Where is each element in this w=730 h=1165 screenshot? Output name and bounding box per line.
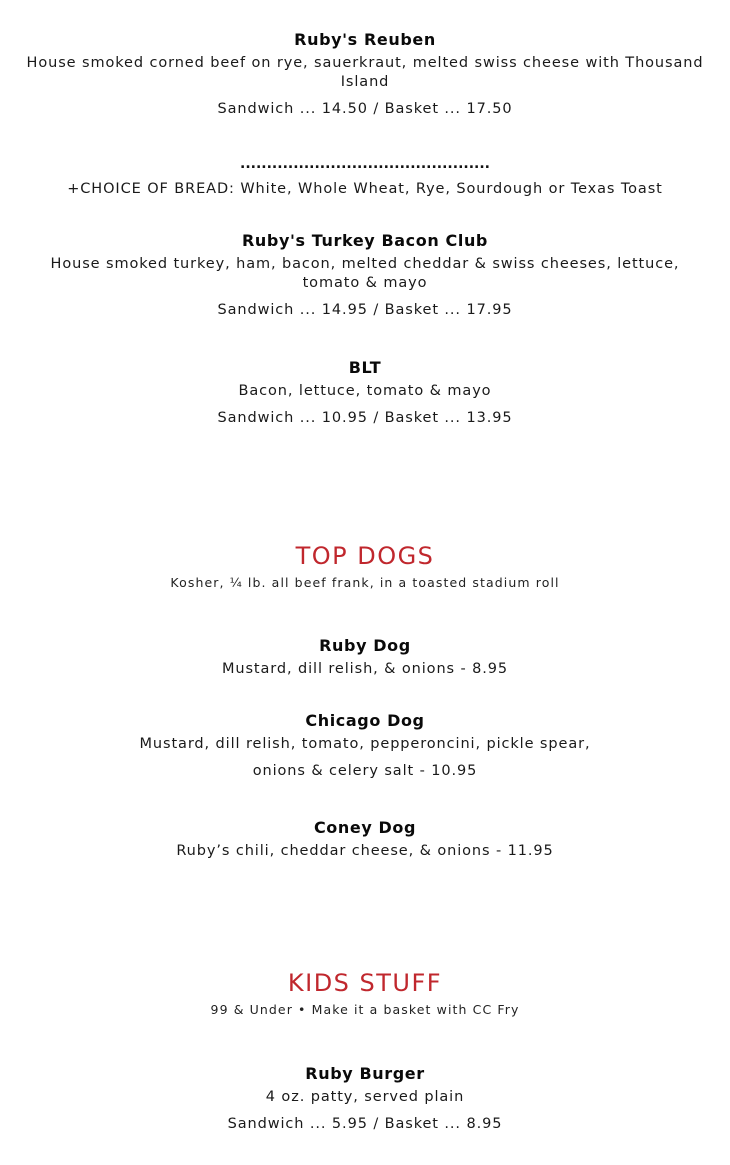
section-heading-top-dogs: TOP DOGS — [295, 542, 435, 570]
dotted-divider: ............................................... — [240, 156, 490, 172]
blt-price: Sandwich ... 10.95 / Basket ... 13.95 — [217, 410, 513, 426]
chicago-dog-description-line2: onions & celery salt - 10.95 — [252, 763, 478, 779]
section-heading-kids-stuff: KIDS STUFF — [287, 969, 443, 997]
ruby-burger-title: Ruby Burger — [305, 1064, 425, 1083]
reuben-title: Ruby's Reuben — [294, 30, 436, 49]
section-subheading-top-dogs: Kosher, ¼ lb. all beef frank, in a toasted stadium roll — [170, 575, 560, 590]
section-subheading-kids-stuff: 99 & Under • Make it a basket with CC Fry — [210, 1002, 520, 1017]
ruby-burger-description: 4 oz. patty, served plain — [265, 1089, 465, 1105]
bread-choice-note: +CHOICE OF BREAD: White, Whole Wheat, Rye, Sourdough or Texas Toast — [67, 181, 663, 197]
reuben-description: House smoked corned beef on rye, sauerkraut, melted swiss cheese with Thousand Island — [26, 55, 704, 90]
club-price: Sandwich ... 14.95 / Basket ... 17.95 — [217, 302, 513, 318]
reuben-price: Sandwich ... 14.50 / Basket ... 17.50 — [217, 101, 513, 117]
club-title: Ruby's Turkey Bacon Club — [242, 231, 488, 250]
coney-dog-title: Coney Dog — [313, 818, 417, 837]
blt-title: BLT — [348, 358, 382, 377]
ruby-dog-description: Mustard, dill relish, & onions - 8.95 — [221, 661, 509, 677]
coney-dog-description: Ruby’s chili, cheddar cheese, & onions - 11.95 — [176, 843, 554, 859]
ruby-burger-price: Sandwich ... 5.95 / Basket ... 8.95 — [227, 1116, 503, 1132]
ruby-dog-title: Ruby Dog — [319, 636, 411, 655]
chicago-dog-title: Chicago Dog — [305, 711, 425, 730]
club-description: House smoked turkey, ham, bacon, melted cheddar & swiss cheeses, lettuce, tomato & mayo — [50, 256, 680, 291]
chicago-dog-description-line1: Mustard, dill relish, tomato, pepperoncini, pickle spear, — [139, 736, 591, 752]
blt-description: Bacon, lettuce, tomato & mayo — [238, 383, 492, 399]
